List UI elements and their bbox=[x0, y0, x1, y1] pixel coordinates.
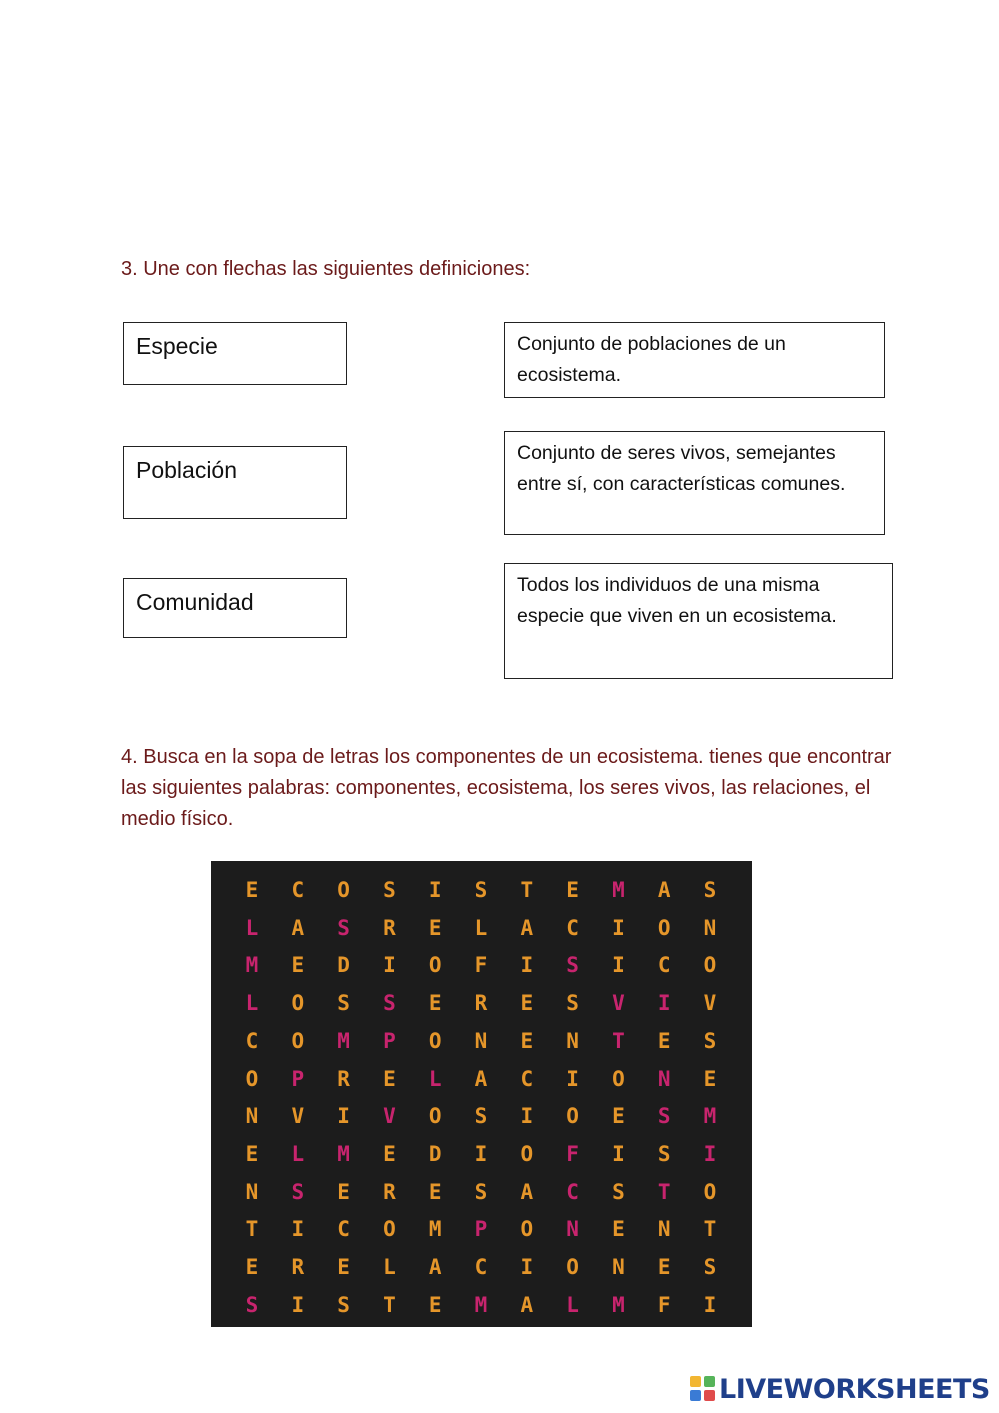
word-search-letter[interactable]: S bbox=[657, 1141, 671, 1166]
word-search-letter[interactable]: I bbox=[520, 953, 534, 978]
word-search-letter[interactable]: S bbox=[474, 1179, 488, 1204]
definition-text: Todos los individuos de una misma especie que viven en un ecosistema. bbox=[517, 574, 837, 627]
section4-instruction: 4. Busca en la sopa de letras los componentes de un ecosistema. tienes que encontrar las siguientes palabras: componentes, ecosistema, los seres vivos, las relaciones, el medio físico. bbox=[121, 746, 892, 830]
word-search-letter[interactable]: S bbox=[703, 1028, 717, 1053]
word-search-letter[interactable]: O bbox=[520, 1217, 534, 1242]
word-search-letter[interactable]: E bbox=[657, 1028, 671, 1053]
word-search-letter[interactable]: E bbox=[428, 1292, 442, 1317]
term-label: Especie bbox=[136, 333, 218, 359]
definition-text: Conjunto de poblaciones de un ecosistema. bbox=[517, 333, 786, 386]
word-search-letter[interactable]: M bbox=[474, 1292, 488, 1317]
word-search-letter[interactable]: S bbox=[337, 991, 350, 1016]
word-search-letter[interactable]: A bbox=[291, 915, 305, 940]
section3-instruction: 3. Une con flechas las siguientes definiciones: bbox=[121, 258, 531, 280]
word-search-letter[interactable]: E bbox=[383, 1141, 396, 1166]
word-search-letter[interactable]: R bbox=[383, 1179, 396, 1204]
word-search-letter[interactable]: N bbox=[566, 1217, 579, 1242]
word-search-letter[interactable]: O bbox=[428, 953, 442, 978]
word-search-letter[interactable]: E bbox=[337, 1179, 350, 1204]
word-search-letter[interactable]: R bbox=[291, 1255, 305, 1279]
definition-comunidad[interactable] bbox=[504, 322, 885, 398]
word-search-letter[interactable]: E bbox=[428, 915, 442, 940]
word-search-letter[interactable]: L bbox=[291, 1141, 305, 1166]
word-search-letter[interactable]: P bbox=[474, 1217, 488, 1242]
word-search-letter[interactable]: I bbox=[612, 1141, 625, 1166]
word-search-letter[interactable]: O bbox=[428, 1104, 442, 1129]
word-search-letter[interactable]: N bbox=[703, 915, 717, 940]
word-search-letter[interactable]: I bbox=[428, 878, 442, 902]
word-search-letter[interactable]: I bbox=[612, 915, 625, 940]
word-search-letter[interactable]: M bbox=[612, 1292, 625, 1317]
term-especie[interactable] bbox=[123, 322, 347, 385]
brand-name: LIVEWORKSHEETS bbox=[719, 1373, 990, 1405]
word-search-letter[interactable]: M bbox=[703, 1104, 717, 1129]
word-search-letter[interactable]: N bbox=[657, 1217, 671, 1242]
definition-poblacion[interactable] bbox=[504, 563, 893, 679]
word-search-letter[interactable]: E bbox=[245, 1141, 259, 1166]
word-search-letter[interactable]: E bbox=[245, 1255, 259, 1279]
word-search-letter[interactable]: E bbox=[383, 1066, 396, 1091]
word-search-letter[interactable]: E bbox=[428, 1179, 442, 1204]
word-search-letter[interactable]: E bbox=[291, 953, 305, 978]
logo-icon bbox=[690, 1376, 716, 1402]
liveworksheets-logo bbox=[690, 1373, 990, 1405]
word-search-letter[interactable]: A bbox=[657, 878, 671, 902]
word-search-letter[interactable]: A bbox=[428, 1255, 442, 1279]
word-search-letter[interactable]: V bbox=[703, 991, 717, 1016]
word-search-letter[interactable]: T bbox=[612, 1028, 625, 1053]
word-search-letter[interactable]: O bbox=[703, 1179, 717, 1204]
word-search-letter[interactable]: A bbox=[520, 915, 534, 940]
word-search-letter[interactable]: C bbox=[291, 878, 305, 902]
word-search-letter[interactable]: O bbox=[520, 1141, 534, 1166]
word-search-letter[interactable]: L bbox=[245, 915, 259, 940]
word-search-letter[interactable]: D bbox=[428, 1141, 442, 1166]
word-search-letter[interactable]: L bbox=[245, 991, 259, 1016]
word-search-letter[interactable]: S bbox=[245, 1292, 259, 1317]
word-search-letter[interactable]: V bbox=[612, 991, 625, 1016]
word-search-letter[interactable]: F bbox=[657, 1292, 671, 1317]
word-search-letter[interactable]: E bbox=[703, 1066, 717, 1091]
word-search-letter[interactable]: N bbox=[245, 1104, 259, 1129]
word-search-letter[interactable]: L bbox=[428, 1066, 442, 1091]
word-search-letter[interactable]: O bbox=[428, 1028, 442, 1053]
word-search-letter[interactable]: O bbox=[703, 953, 717, 978]
word-search-letter[interactable]: S bbox=[383, 991, 396, 1016]
word-search-letter[interactable]: N bbox=[612, 1255, 625, 1279]
word-search-letter[interactable]: P bbox=[383, 1028, 396, 1053]
word-search-grid[interactable] bbox=[211, 861, 752, 1327]
word-search-letter[interactable]: S bbox=[474, 1104, 488, 1129]
word-search-letter[interactable]: A bbox=[520, 1179, 534, 1204]
word-search-letter[interactable]: S bbox=[703, 878, 717, 902]
word-search-letter[interactable]: O bbox=[383, 1217, 396, 1242]
word-search-letter[interactable]: E bbox=[566, 878, 579, 902]
word-search-letter[interactable]: I bbox=[703, 1292, 717, 1317]
word-search-letter[interactable]: R bbox=[337, 1066, 350, 1091]
word-search-letter[interactable]: S bbox=[566, 953, 579, 978]
word-search-letter[interactable]: I bbox=[474, 1141, 488, 1166]
word-search-letter[interactable]: O bbox=[337, 878, 350, 902]
word-search-letter[interactable]: C bbox=[520, 1066, 534, 1091]
word-search-letter[interactable]: T bbox=[245, 1217, 259, 1242]
word-search-letter[interactable]: A bbox=[474, 1066, 488, 1091]
word-search-letter[interactable]: E bbox=[245, 878, 259, 902]
word-search-letter[interactable]: O bbox=[291, 1028, 305, 1053]
word-search-letter[interactable]: I bbox=[383, 953, 396, 978]
term-poblacion[interactable] bbox=[123, 446, 347, 519]
word-search-letter[interactable]: T bbox=[703, 1217, 717, 1242]
word-search-letter[interactable]: T bbox=[657, 1179, 671, 1204]
word-search-letter[interactable]: S bbox=[657, 1104, 671, 1129]
word-search-letter[interactable]: E bbox=[520, 991, 534, 1016]
word-search-letter[interactable]: M bbox=[612, 878, 625, 902]
word-search-letter[interactable]: C bbox=[337, 1217, 350, 1242]
word-search-letter[interactable]: E bbox=[520, 1028, 534, 1053]
word-search-letter[interactable]: R bbox=[474, 991, 488, 1016]
word-search-letter[interactable]: E bbox=[428, 991, 442, 1016]
word-search-letter[interactable]: A bbox=[520, 1292, 534, 1317]
definition-text: Conjunto de seres vivos, semejantes entre sí, con características comunes. bbox=[517, 442, 846, 495]
word-search-letter[interactable]: F bbox=[474, 953, 488, 978]
word-search-letter[interactable]: S bbox=[337, 915, 350, 940]
word-search-letter[interactable]: S bbox=[703, 1255, 717, 1279]
word-search-letter[interactable]: I bbox=[291, 1292, 305, 1317]
word-search-letter[interactable]: M bbox=[337, 1028, 350, 1053]
word-search-letter[interactable]: M bbox=[245, 953, 259, 978]
word-search-letter[interactable]: N bbox=[245, 1179, 259, 1204]
word-search-letter[interactable]: T bbox=[383, 1292, 396, 1317]
word-search-letter[interactable]: I bbox=[566, 1066, 579, 1091]
word-search-letter[interactable]: S bbox=[291, 1179, 305, 1204]
word-search-letter[interactable]: N bbox=[474, 1028, 488, 1053]
word-search-letter[interactable]: R bbox=[383, 915, 396, 940]
word-search-letter[interactable]: O bbox=[612, 1066, 625, 1091]
word-search-letter[interactable]: O bbox=[566, 1255, 579, 1279]
word-search-letter[interactable]: N bbox=[566, 1028, 579, 1053]
word-search-letter[interactable]: I bbox=[291, 1217, 305, 1242]
word-search-letter[interactable]: E bbox=[337, 1255, 350, 1279]
word-search-letter[interactable]: V bbox=[383, 1104, 396, 1129]
word-search-letter[interactable]: D bbox=[337, 953, 350, 978]
definition-especie[interactable] bbox=[504, 431, 885, 535]
term-label: Comunidad bbox=[136, 589, 254, 615]
word-search-letter[interactable]: I bbox=[612, 953, 625, 978]
word-search-letter[interactable]: C bbox=[657, 953, 671, 978]
word-search-letter[interactable]: S bbox=[612, 1179, 625, 1204]
word-search-letter[interactable]: E bbox=[612, 1104, 625, 1129]
word-search-letter[interactable]: I bbox=[520, 1255, 534, 1279]
word-search-letter[interactable]: O bbox=[291, 991, 305, 1016]
word-search-letter[interactable]: E bbox=[612, 1217, 625, 1242]
word-search-letter[interactable]: P bbox=[291, 1066, 305, 1091]
word-search-letter[interactable]: T bbox=[520, 878, 534, 902]
word-search-letter[interactable]: I bbox=[703, 1141, 717, 1166]
word-search-letter[interactable]: I bbox=[657, 991, 671, 1016]
word-search-letter[interactable]: S bbox=[474, 878, 488, 902]
word-search-letter[interactable]: V bbox=[291, 1104, 305, 1129]
word-search-letter[interactable]: C bbox=[245, 1028, 259, 1053]
word-search-letter[interactable]: I bbox=[520, 1104, 534, 1129]
word-search-letter[interactable]: S bbox=[383, 878, 396, 902]
word-search-letter[interactable]: L bbox=[474, 915, 488, 940]
term-comunidad[interactable] bbox=[123, 578, 347, 638]
word-search-letter[interactable]: O bbox=[657, 915, 671, 940]
word-search-letter[interactable]: E bbox=[657, 1255, 671, 1279]
word-search-letter[interactable]: C bbox=[566, 915, 579, 940]
word-search-letter[interactable]: L bbox=[566, 1292, 579, 1317]
term-label: Población bbox=[136, 457, 238, 483]
word-search-letter[interactable]: F bbox=[566, 1141, 579, 1166]
word-search-letter[interactable]: L bbox=[383, 1255, 396, 1279]
word-search-letter[interactable]: C bbox=[566, 1179, 579, 1204]
word-search-letter[interactable]: S bbox=[566, 991, 579, 1016]
word-search-letter[interactable]: O bbox=[566, 1104, 579, 1129]
word-search-letter[interactable]: O bbox=[245, 1066, 259, 1091]
word-search-letter[interactable]: M bbox=[428, 1217, 442, 1242]
word-search-letter[interactable]: S bbox=[337, 1292, 350, 1317]
word-search-letter[interactable]: M bbox=[337, 1141, 350, 1166]
word-search-letter[interactable]: I bbox=[337, 1104, 350, 1129]
word-search-letter[interactable]: C bbox=[474, 1255, 488, 1279]
word-search-letter[interactable]: N bbox=[657, 1066, 671, 1091]
